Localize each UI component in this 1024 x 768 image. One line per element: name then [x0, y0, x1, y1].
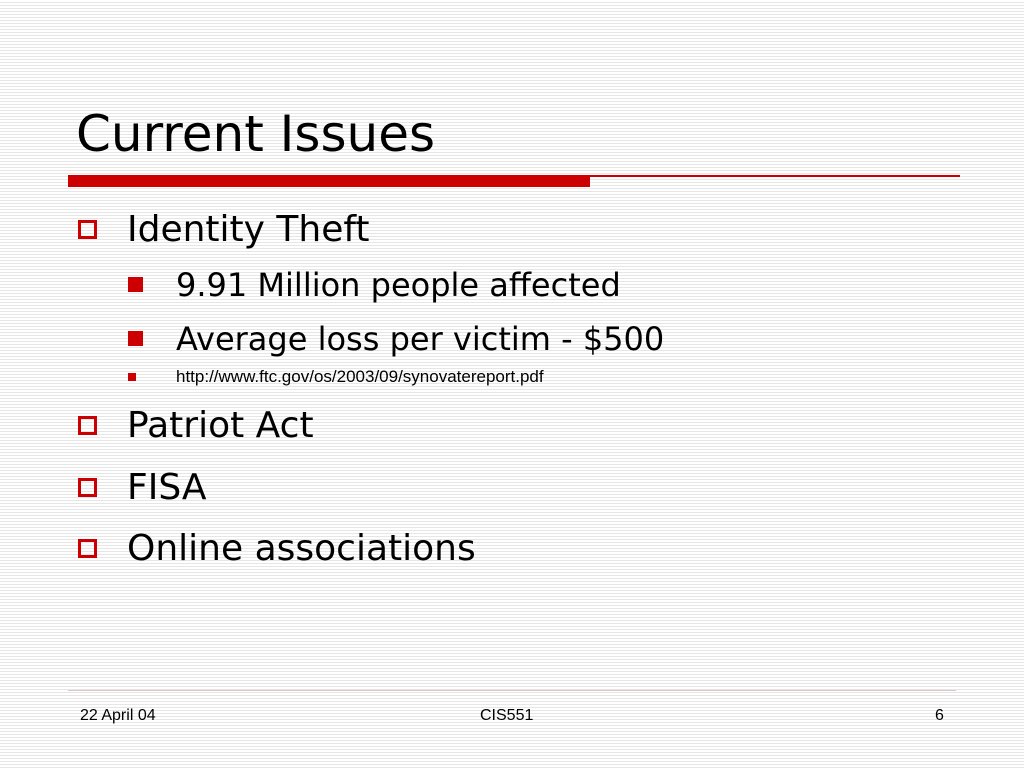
- footer-divider: [68, 690, 956, 691]
- slide-title: Current Issues: [76, 105, 436, 163]
- footer-date: 22 April 04: [80, 707, 156, 724]
- bullet-text: Identity Theft: [127, 209, 370, 250]
- bullet-text: 9.91 Million people affected: [176, 266, 621, 304]
- bullet-text: FISA: [127, 467, 207, 508]
- hollow-square-bullet-icon: [78, 220, 97, 239]
- filled-square-bullet-icon: [128, 331, 143, 346]
- small-square-bullet-icon: [128, 373, 136, 381]
- bullet-text: Average loss per victim - $500: [176, 320, 665, 358]
- hollow-square-bullet-icon: [78, 416, 97, 435]
- footer-course: CIS551: [480, 707, 534, 724]
- bullet-text: Online associations: [127, 528, 476, 569]
- source-url-text: http://www.ftc.gov/os/2003/09/synovatereport.pdf: [176, 367, 544, 386]
- filled-square-bullet-icon: [128, 277, 143, 292]
- hollow-square-bullet-icon: [78, 539, 97, 558]
- footer-page-number: 6: [935, 707, 944, 724]
- hollow-square-bullet-icon: [78, 478, 97, 497]
- bullet-text: Patriot Act: [127, 405, 314, 446]
